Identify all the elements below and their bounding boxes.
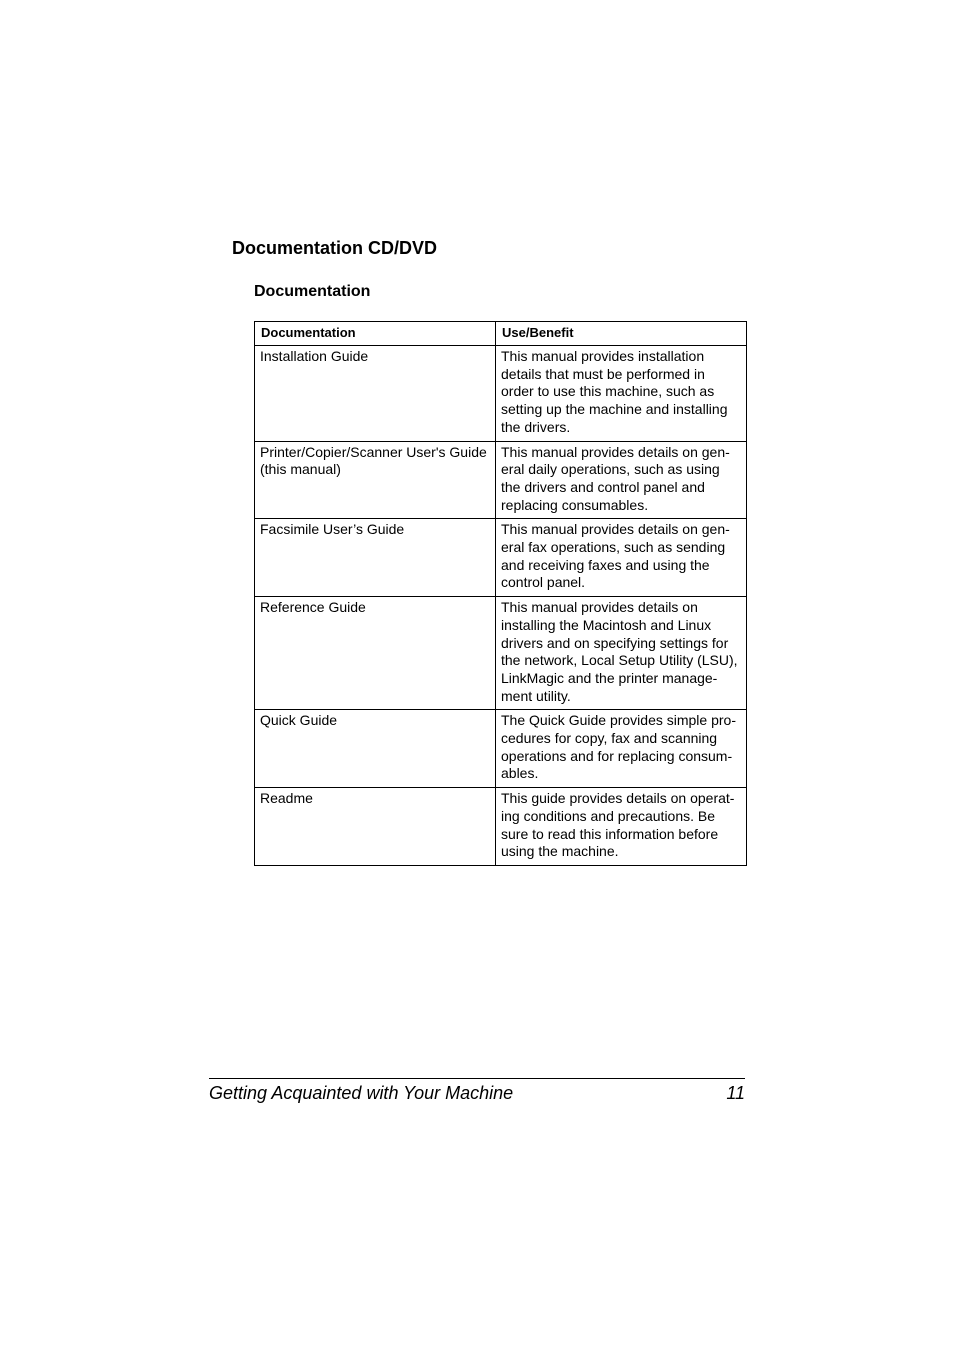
use-benefit-cell bbox=[496, 519, 747, 597]
table-row bbox=[255, 597, 747, 710]
description-line: the network, Local Setup Utility (LSU), bbox=[501, 652, 738, 669]
use-benefit-cell bbox=[496, 788, 747, 866]
description-line: This manual provides installation bbox=[501, 348, 705, 364]
description-line: eral daily operations, such as using bbox=[501, 461, 720, 478]
table-row bbox=[255, 346, 747, 442]
description-line: details that must be performed in bbox=[501, 365, 705, 382]
description-line: and receiving faxes and using the bbox=[501, 556, 710, 573]
description-line: control panel. bbox=[501, 574, 586, 591]
table-body bbox=[255, 346, 747, 866]
footer-divider bbox=[209, 1078, 745, 1079]
description-line: This manual provides details on bbox=[501, 599, 698, 616]
use-benefit-cell bbox=[496, 346, 747, 442]
description-line: LinkMagic and the printer manage- bbox=[501, 669, 718, 686]
document-name-cell: Facsimile User’s Guide bbox=[255, 519, 496, 597]
document-name-cell: Printer/Copier/Scanner User's Guide (this manual) bbox=[255, 441, 496, 519]
description-line: The Quick Guide provides simple pro- bbox=[501, 712, 736, 729]
description-line: setting up the machine and installing bbox=[501, 401, 728, 418]
footer-chapter-title: Getting Acquainted with Your Machine bbox=[209, 1083, 514, 1103]
document-name-cell: Quick Guide bbox=[255, 710, 496, 788]
column-header-documentation: Documentation bbox=[255, 322, 496, 346]
use-benefit-cell bbox=[496, 441, 747, 519]
description-line: order to use this machine, such as bbox=[501, 383, 715, 400]
description-line: the drivers. bbox=[501, 418, 571, 435]
description-line: sure to read this information before bbox=[501, 825, 719, 842]
document-name-cell: Installation Guide bbox=[255, 346, 496, 442]
description-line: cedures for copy, fax and scanning bbox=[501, 730, 718, 747]
description-line: drivers and on specifying settings for bbox=[501, 634, 729, 651]
document-name-cell: Reference Guide bbox=[255, 597, 496, 710]
table-header-row bbox=[255, 322, 747, 346]
section-title: Documentation CD/DVD bbox=[232, 238, 438, 258]
description-line: the drivers and control panel and bbox=[501, 478, 705, 495]
description-line: replacing consumables. bbox=[501, 496, 649, 513]
description-line: This manual provides details on gen- bbox=[501, 443, 730, 460]
description-line: installing the Macintosh and Linux bbox=[501, 616, 712, 633]
table-row bbox=[255, 788, 747, 866]
description-line: ables. bbox=[501, 765, 539, 782]
table-row bbox=[255, 710, 747, 788]
use-benefit-cell bbox=[496, 710, 747, 788]
description-line: operations and for replacing consum- bbox=[501, 747, 733, 764]
description-line: ing conditions and precautions. Be bbox=[501, 807, 716, 824]
table-row bbox=[255, 441, 747, 519]
document-name-cell: Readme bbox=[255, 788, 496, 866]
description-line: This manual provides details on gen- bbox=[501, 521, 730, 538]
table-row bbox=[255, 519, 747, 597]
description-line: using the machine. bbox=[501, 843, 619, 860]
subsection-title: Documentation bbox=[254, 283, 371, 300]
description-line: ment utility. bbox=[501, 687, 571, 704]
description-line: This guide provides details on operat- bbox=[501, 790, 735, 807]
page-number: 11 bbox=[726, 1083, 745, 1103]
description-line: eral fax operations, such as sending bbox=[501, 539, 726, 556]
documentation-table bbox=[254, 321, 747, 866]
use-benefit-cell bbox=[496, 597, 747, 710]
column-header-use-benefit: Use/Benefit bbox=[496, 322, 747, 346]
